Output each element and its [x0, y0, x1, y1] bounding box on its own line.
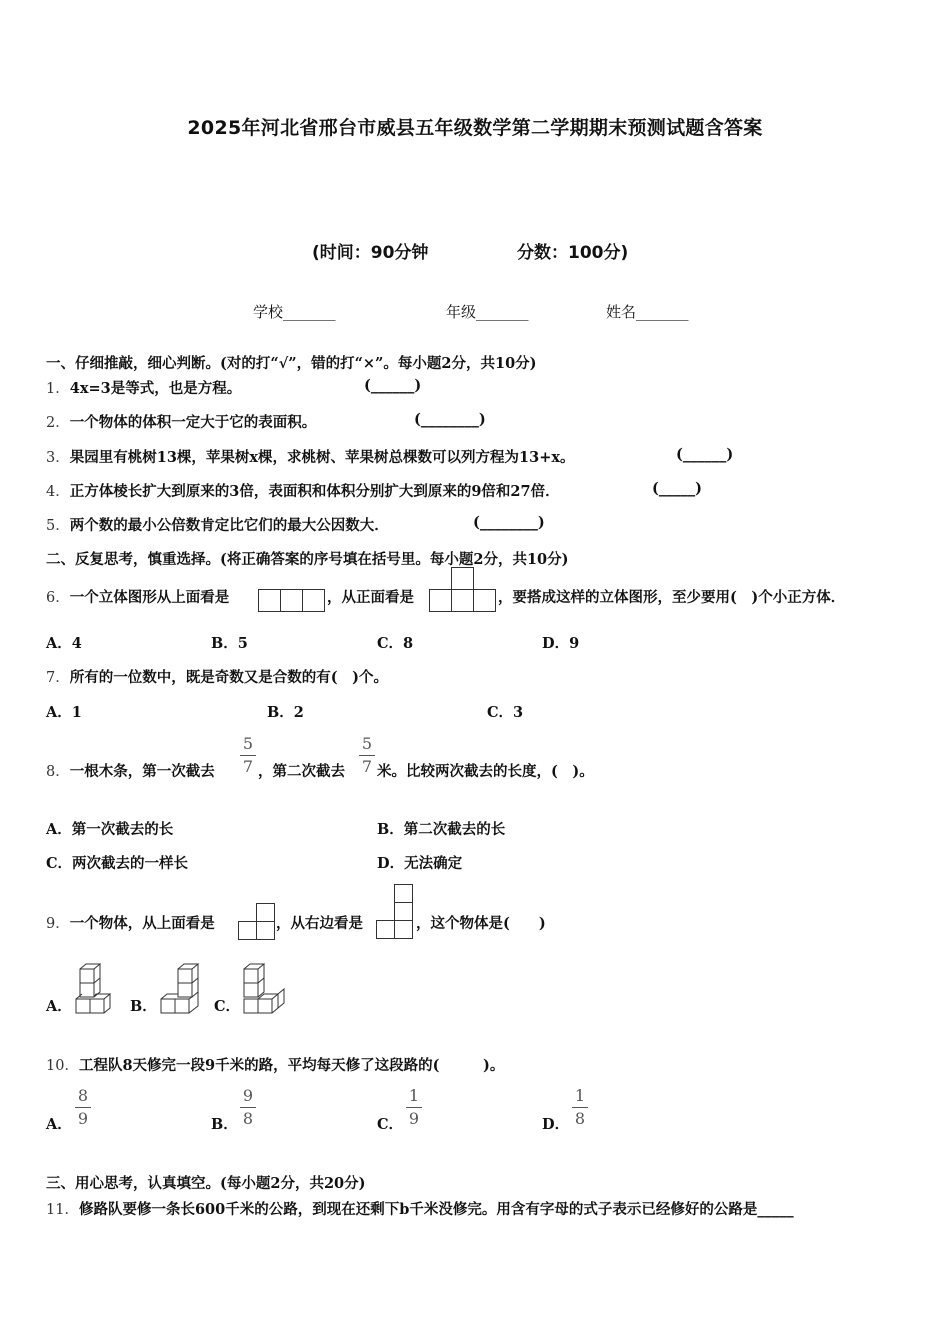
option-a[interactable]: A．第一次截去的长: [46, 821, 174, 838]
question-text-c: 米。比较两次截去的长度，( )。: [377, 763, 594, 780]
option-c[interactable]: C．: [377, 1116, 404, 1133]
question-text: 果园里有桃树13棵，苹果树x棵，求桃树、苹果树总棵数可以列方程为13+x。: [69, 449, 575, 466]
numerator: 1: [574, 1086, 586, 1105]
question-text-a: 一个立体图形从上面看是: [69, 589, 230, 606]
answer-blank-5[interactable]: (________): [473, 514, 545, 531]
option-b[interactable]: B．2: [267, 704, 304, 721]
denominator: 9: [77, 1109, 89, 1128]
question-number: 10．: [46, 1058, 79, 1074]
question-number: 8．: [46, 764, 70, 780]
question-text: 工程队8天修完一段9千米的路，平均每天修了这段路的( )。: [78, 1057, 505, 1074]
option-b[interactable]: B．: [130, 998, 157, 1015]
question-text: 两个数的最小公倍数肯定比它们的最大公因数大．: [69, 517, 389, 534]
option-b[interactable]: B．5: [211, 635, 248, 652]
question-number: 7．: [46, 670, 70, 686]
option-c[interactable]: C．8: [377, 635, 414, 652]
answer-blank-2[interactable]: (________): [414, 411, 486, 428]
option-d[interactable]: D．无法确定: [377, 855, 463, 872]
question-text-b: ，第二次截去: [258, 763, 345, 780]
question-4: [46, 480, 560, 501]
option-d-fraction: [572, 1087, 588, 1128]
question-text-c: ，要搭成这样的立体图形，至少要用( )个小正方体．: [498, 589, 846, 606]
question-text-b: ，从正面看是: [327, 589, 414, 606]
option-d[interactable]: D．9: [542, 635, 580, 652]
question-10: [46, 1054, 504, 1075]
question-number: 4．: [46, 484, 70, 500]
option-b-cube-figure: [158, 966, 204, 1016]
option-b[interactable]: B．第二次截去的长: [377, 821, 506, 838]
question-8: [46, 760, 215, 781]
denominator: 7: [242, 757, 254, 776]
question-number: 1．: [46, 381, 70, 397]
question-number: 5．: [46, 518, 70, 534]
question-text-c: ，这个物体是( ): [416, 915, 546, 932]
numerator: 9: [242, 1086, 254, 1105]
fraction-1: [240, 735, 256, 776]
school-field[interactable]: 学校_______: [253, 303, 336, 321]
question-2: [46, 411, 316, 432]
option-a[interactable]: A．: [46, 998, 72, 1015]
numerator: 5: [361, 734, 373, 753]
answer-blank-4[interactable]: (_____): [652, 480, 702, 497]
answer-blank-3[interactable]: (______): [676, 446, 734, 463]
question-7: [46, 666, 388, 687]
option-c[interactable]: C．: [214, 998, 241, 1015]
question-text-a: 一个物体，从上面看是: [69, 915, 215, 932]
grade-field[interactable]: 年级_______: [446, 303, 529, 321]
question-text-a: 一根木条，第一次截去: [69, 763, 215, 780]
numerator: 1: [408, 1086, 420, 1105]
section-3-heading: 三、用心思考，认真填空。(每小题2分，共20分): [46, 1175, 366, 1192]
question-number: 6．: [46, 590, 70, 606]
question-text: 4x=3是等式，也是方程。: [69, 380, 242, 397]
question-text: 正方体棱长扩大到原来的3倍，表面积和体积分别扩大到原来的9倍和27倍．: [69, 483, 560, 500]
option-a[interactable]: A．1: [46, 704, 82, 721]
question-text: 一个物体的体积一定大于它的表面积。: [69, 414, 317, 431]
name-field[interactable]: 姓名_______: [606, 303, 689, 321]
option-d[interactable]: D．: [542, 1116, 570, 1133]
option-c[interactable]: C．3: [487, 704, 524, 721]
question-11: [46, 1198, 794, 1219]
question-text: 修路队要修一条长600千米的公路，到现在还剩下b千米没修完。用含有字母的式子表示已经修好的公路是_____: [78, 1201, 794, 1218]
option-b[interactable]: B．: [211, 1116, 238, 1133]
exam-score: 分数：100分): [517, 243, 629, 263]
denominator: 7: [361, 757, 373, 776]
option-c[interactable]: C．两次截去的一样长: [46, 855, 189, 872]
question-text-b: ，从右边看是: [276, 915, 363, 932]
section-2-heading: 二、反复思考，慎重选择。(将正确答案的序号填在括号里。每小题2分，共10分): [46, 551, 569, 568]
question-6: [46, 586, 229, 607]
option-a[interactable]: A．4: [46, 635, 82, 652]
question-text: 所有的一位数中，既是奇数又是合数的有( )个。: [69, 669, 388, 686]
question-3: [46, 446, 575, 467]
option-b-fraction: [240, 1087, 256, 1128]
fraction-2: [359, 735, 375, 776]
option-a-fraction: [75, 1087, 91, 1128]
numerator: 8: [77, 1086, 89, 1105]
section-1-heading: 一、仔细推敲，细心判断。(对的打“√”，错的打“×”。每小题2分，共10分): [46, 355, 537, 372]
option-c-fraction: [406, 1087, 422, 1128]
denominator: 9: [408, 1109, 420, 1128]
option-c-cube-figure: [241, 966, 291, 1016]
question-number: 3．: [46, 450, 70, 466]
option-a-cube-figure: [73, 966, 119, 1016]
question-number: 11．: [46, 1202, 79, 1218]
question-1: [46, 377, 241, 398]
exam-time: (时间：90分钟: [312, 243, 429, 263]
page-title: 2025年河北省邢台市威县五年级数学第二学期期末预测试题含答案: [187, 117, 763, 139]
denominator: 8: [242, 1109, 254, 1128]
question-number: 2．: [46, 415, 70, 431]
question-5: [46, 514, 389, 535]
denominator: 8: [574, 1109, 586, 1128]
question-9: [46, 912, 215, 933]
option-a[interactable]: A．: [46, 1116, 72, 1133]
question-number: 9．: [46, 916, 70, 932]
numerator: 5: [242, 734, 254, 753]
answer-blank-1[interactable]: (______): [364, 377, 422, 394]
